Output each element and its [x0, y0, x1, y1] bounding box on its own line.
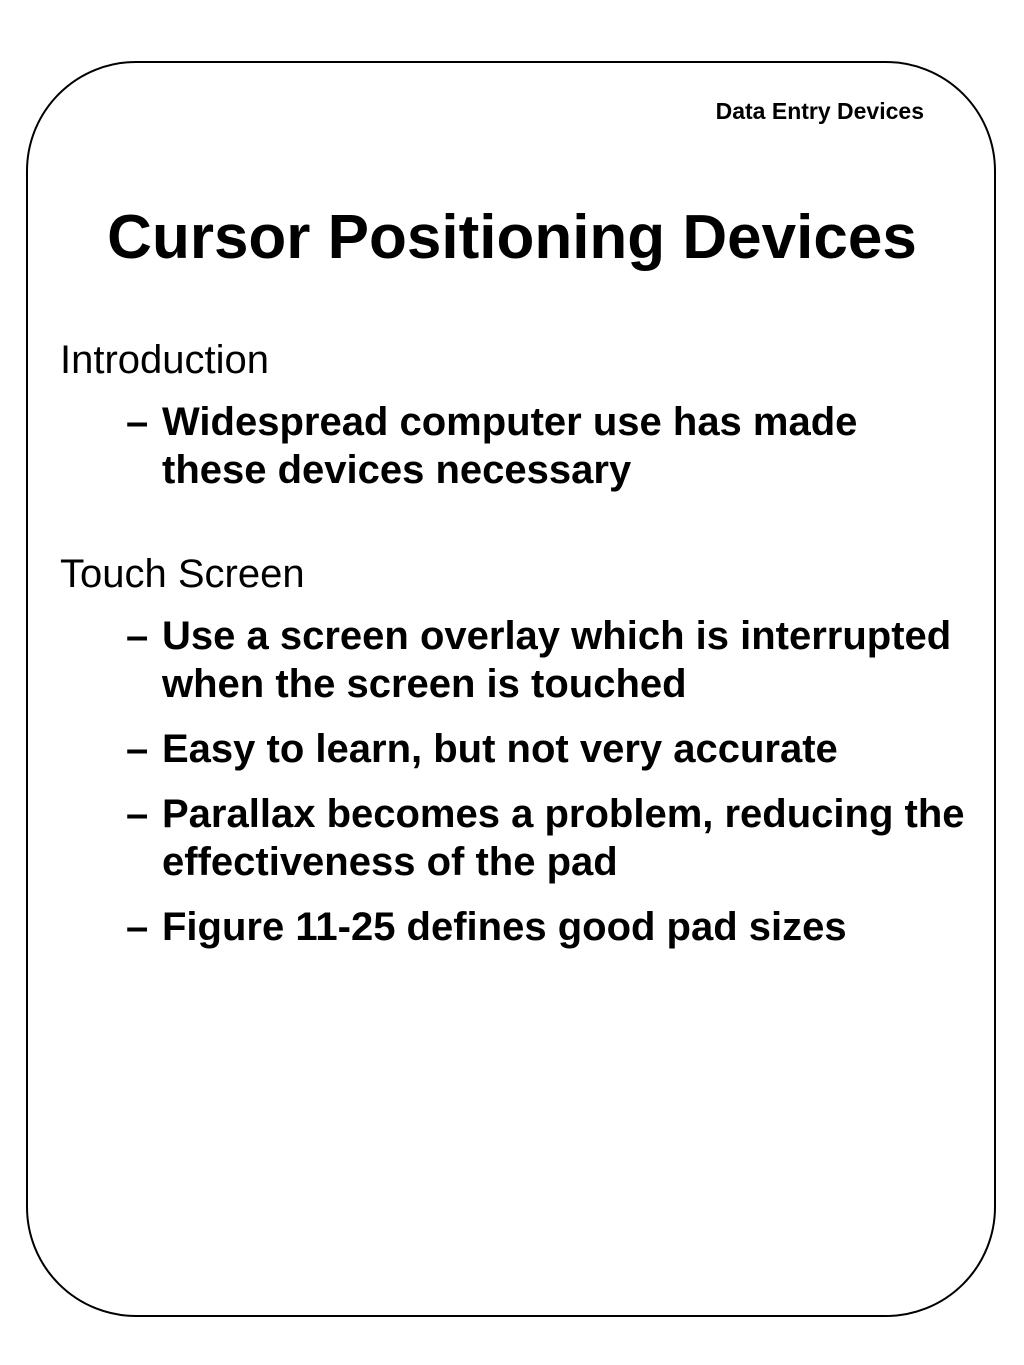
bullet-text: Parallax becomes a problem, reducing the effectiveness of the pad — [162, 792, 965, 884]
section-heading-introduction: Introduction — [60, 338, 270, 382]
section-touch-screen — [60, 548, 970, 951]
bullet-dash: – — [126, 792, 149, 836]
bullet-list-introduction — [60, 398, 970, 494]
bullet-item — [60, 612, 970, 708]
bullet-text: Figure 11-25 defines good pad sizes — [162, 905, 847, 949]
bullet-item — [60, 903, 970, 951]
bullet-text: Widespread computer use has made these devices necessary — [162, 400, 858, 492]
section-introduction — [60, 334, 970, 494]
slide-content — [60, 334, 970, 968]
bullet-dash: – — [126, 905, 149, 949]
bullet-item — [60, 725, 970, 773]
section-heading-touch-screen: Touch Screen — [60, 552, 305, 596]
slide-title: Cursor Positioning Devices — [107, 203, 917, 272]
bullet-dash: – — [126, 727, 149, 771]
bullet-dash: – — [126, 614, 149, 658]
bullet-item — [60, 790, 970, 886]
bullet-text: Easy to learn, but not very accurate — [162, 727, 838, 771]
bullet-item — [60, 398, 970, 494]
header-label: Data Entry Devices — [715, 98, 924, 124]
bullet-text: Use a screen overlay which is interrupted when the screen is touched — [162, 614, 952, 706]
bullet-dash: – — [126, 400, 149, 444]
bullet-list-touch-screen — [60, 612, 970, 951]
